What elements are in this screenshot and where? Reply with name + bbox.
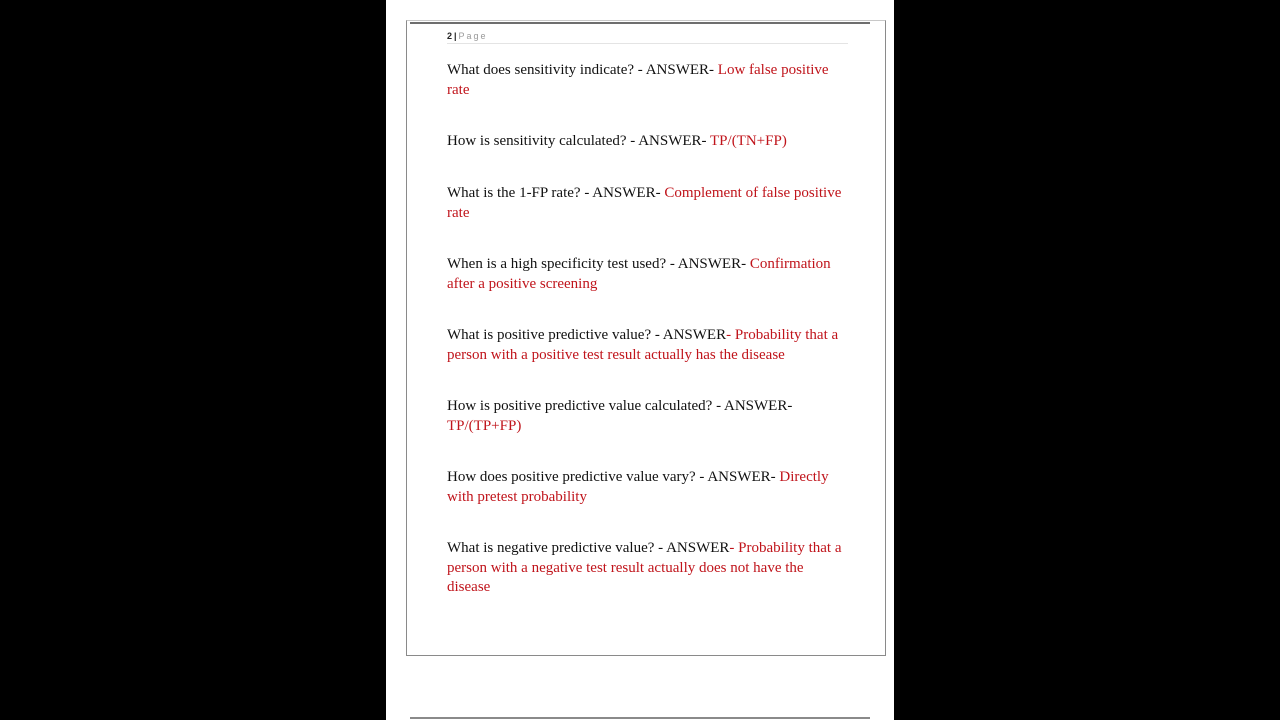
page-label: Page [458,31,488,41]
question-text: What is positive predictive value? - ANSWER [447,327,727,343]
qa-item [447,184,847,223]
page-header [447,30,848,44]
question-text: How does positive predictive value vary? - ANSWER- [447,469,780,485]
qa-item [447,468,847,507]
header-separator: | [454,31,457,41]
qa-item [447,326,847,365]
qa-item [447,255,847,294]
page-number: 2 [447,31,453,41]
document-page [386,0,894,720]
question-text: How is sensitivity calculated? - ANSWER- [447,133,711,149]
next-page-rule [410,717,870,719]
question-text: How is positive predictive value calculated? - ANSWER- [447,398,793,414]
answer-text: Complement of false positive rate [447,185,842,221]
answer-text: TP/(TN+FP) [710,133,787,149]
qa-item [447,61,847,100]
answer-text: Low false positive rate [447,62,829,98]
question-text: What is negative predictive value? - ANSWER [447,540,730,556]
answer-text: Confirmation after a positive screening [447,256,831,292]
answer-text: - Probability that a person with a negative test result actually does not have the disease [447,540,842,595]
question-text: What does sensitivity indicate? - ANSWER- [447,62,718,78]
qa-item [447,397,847,436]
header-top-rule [410,22,870,24]
answer-text: Directly with pretest probability [447,469,829,505]
qa-item [447,132,847,152]
answer-text: - Probability that a person with a positive test result actually has the disease [447,327,839,363]
question-text: What is the 1-FP rate? - ANSWER- [447,185,665,201]
qa-item [447,539,847,598]
answer-text: TP/(TP+FP) [447,417,522,434]
question-text: When is a high specificity test used? - ANSWER- [447,256,750,272]
